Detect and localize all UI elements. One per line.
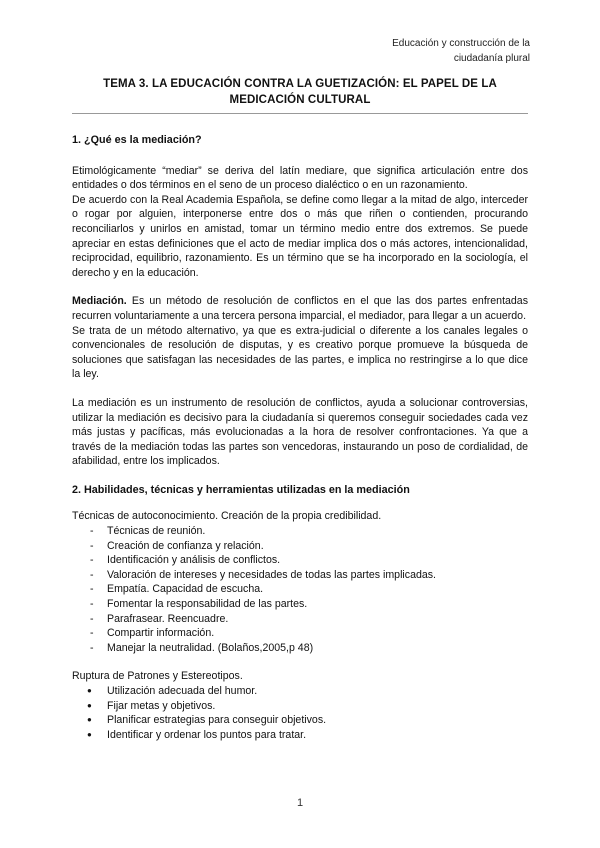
mediation-term: Mediación. [72,295,127,308]
page-number: 1 [296,797,304,809]
title-line-1: TEMA 3. LA EDUCACIÓN CONTRA LA GUETIZACIÓN: EL PAPEL DE LA [103,78,497,90]
paragraph-etymology: Etimológicamente “mediar” se deriva del latín mediare, que significa articulación entre dos entidades o dos términos en el seno de un proceso dialéctico o en un razonamiento. [72,164,528,192]
paragraph-mediation-instrument: La mediación es un instrumento de resolución de conflictos, ayuda a solucionar controversias, utilizar la mediación es decisivo para la ciudadanía si queremos conseguir sociedades cada vez más justas y pacíficas, más evolucionadas a la hora de resolver confrontaciones. Ya que a través de la mediación todas las partes son vencedoras, instaurando un poso de cordialidad, de afabilidad, entre los implicados. [72,396,528,468]
running-header [330,36,530,66]
header-line-2: ciudadanía plural [453,53,530,64]
mediation-definition-text: Es un método de resolución de conflictos en el que las dos partes enfrentadas recurren voluntariamente a una tercera persona imparcial, el mediador, para llegar a un acuerdo. [72,295,528,322]
list-item: ● Fijar metas y objetivos. [72,699,528,714]
section-2-heading: 2. Habilidades, técnicas y herramientas utilizadas en la mediación [72,483,410,496]
list-item: - Valoración de intereses y necesidades de todas las partes implicadas. [72,568,528,583]
list-item: - Empatía. Capacidad de escucha. [72,582,528,597]
list-item: - Identificación y análisis de conflictos. [72,553,528,568]
list-item: - Técnicas de reunión. [72,524,528,539]
list-item: ● Identificar y ordenar los puntos para tratar. [72,728,528,743]
list-item: - Compartir información. [72,626,528,641]
title-divider [72,113,528,114]
self-knowledge-intro: Técnicas de autoconocimiento. Creación de la propia credibilidad. [72,510,382,523]
paragraph-rae-definition: De acuerdo con la Real Academia Española, se define como llegar a la mitad de algo, interceder o rogar por alguien, interponerse entre dos o más que riñen o contienden, procurando reconciliarlos y unirlos en amistad, tomar un término medio entre dos extremos. Se puede apreciar en estas definiciones que el acto de mediar implica dos o más actores, intencionalidad, reciprocidad, equilibrio, razonamiento. Es un término que se ha incorporado en la sociología, el derecho y en la educación. [72,193,528,279]
list-item: ● Planificar estrategias para conseguir objetivos. [72,713,528,728]
document-body [72,133,528,742]
list-item: - Creación de confianza y relación. [72,539,528,554]
paragraph-alternative-method: Se trata de un método alternativo, ya que es extra-judicial o diferente a los canales legales o convencionales de resolución de disputas, y es creativo porque promueve la búsqueda de soluciones que satisfagan las necesidades de las partes, e implica no restringirse a lo que dice la ley. [72,324,528,381]
list-item: - Parafrasear. Reencuadre. [72,612,528,627]
strategies-list [72,684,528,742]
section-1-heading: 1. ¿Qué es la mediación? [72,134,202,146]
document-title [72,76,528,108]
patterns-intro: Ruptura de Patrones y Estereotipos. [72,670,243,683]
list-item: - Manejar la neutralidad. (Bolaños,2005,p 48) [72,641,528,656]
techniques-list [72,524,528,655]
paragraph-mediation-definition [72,294,528,323]
header-line-1: Educación y construcción de la [392,38,530,49]
list-item: ● Utilización adecuada del humor. [72,684,528,699]
title-line-2: MEDICACIÓN CULTURAL [229,94,371,106]
list-item: - Fomentar la responsabilidad de las partes. [72,597,528,612]
